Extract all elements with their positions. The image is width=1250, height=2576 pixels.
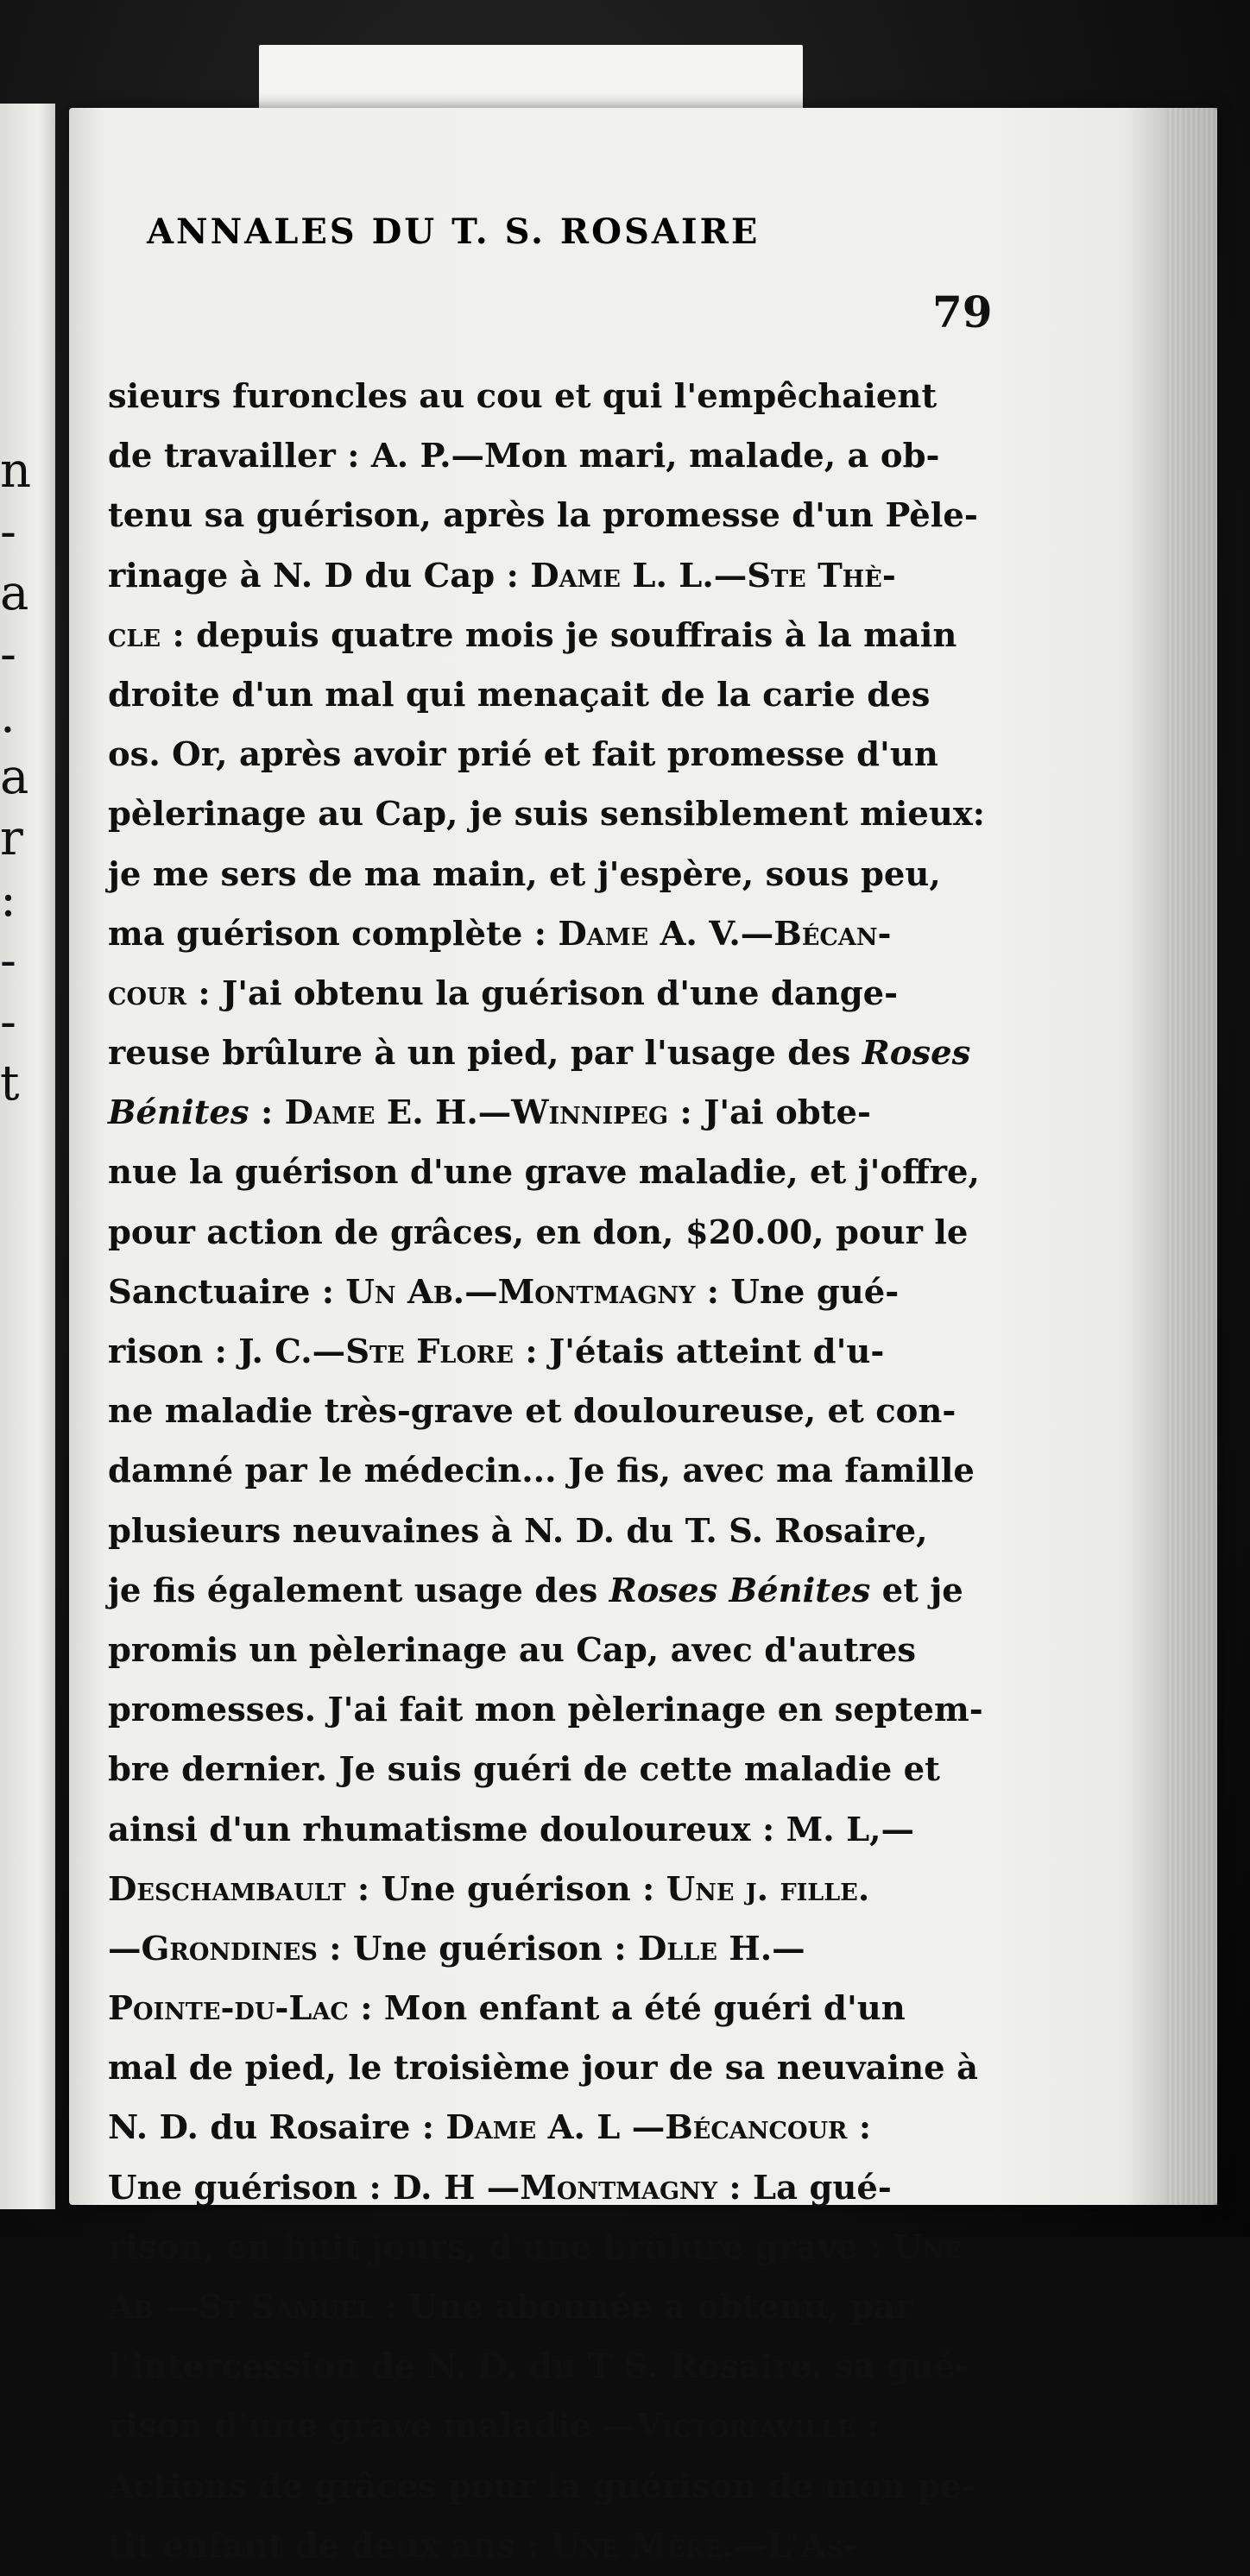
- text-line: [108, 1979, 1040, 2038]
- text-line: [108, 1203, 1040, 1263]
- text-run: :: [847, 2108, 872, 2148]
- text-line: [108, 606, 1040, 665]
- text-run: : depuis quatre mois je souffrais à la main: [161, 615, 957, 655]
- text-run: promesses. J'ai fait mon pèlerinage en septem-: [108, 1691, 983, 1730]
- text-run: tenu sa guérison, après la promesse d'un Pèle-: [108, 496, 978, 536]
- text-run: rison : J. C.—: [108, 1332, 346, 1371]
- text-run: Dame A. L —Bécancour: [445, 2108, 848, 2148]
- text-run: : Une abonnée a obtenu, par: [373, 2288, 913, 2327]
- text-run: pour action de grâces, en don, $20.00, pour le: [108, 1212, 969, 1252]
- text-line: [108, 426, 1040, 486]
- text-line: [108, 2158, 1040, 2218]
- text-line: [108, 964, 1040, 1023]
- text-run: rison, en huit jours, d'une brûlure grave :: [108, 2227, 893, 2267]
- text-run: : Une guérison :: [317, 1929, 638, 1968]
- text-run: je me sers de ma main, et j'espère, sous peu,: [108, 854, 941, 894]
- facing-page-fragment: a: [0, 565, 29, 621]
- text-run: Montmagny: [520, 2168, 718, 2208]
- text-run: et je: [870, 1571, 963, 1610]
- page-stack-edge: [1165, 108, 1217, 2205]
- body-text: [108, 367, 1040, 2576]
- text-line: [108, 784, 1040, 844]
- text-run: Sanctuaire :: [108, 1272, 346, 1312]
- facing-page-fragment: :: [0, 872, 16, 928]
- text-run: sieurs furoncles au cou et qui l'empêchaient: [108, 377, 938, 416]
- text-run: Roses Bénites: [609, 1571, 871, 1610]
- text-line: [108, 2038, 1040, 2098]
- text-line: [108, 1502, 1040, 1561]
- text-run: : Une guérison :: [345, 1869, 666, 1909]
- text-line: [108, 845, 1040, 904]
- text-run: Une guérison : D. H —: [108, 2168, 521, 2208]
- text-run: Dame A. V.—Bécan-: [558, 914, 892, 954]
- text-line: [108, 1919, 1040, 1979]
- text-line: [108, 1263, 1040, 1322]
- text-run: : J'ai obte-: [668, 1093, 871, 1133]
- text-run: ne maladie très-grave et douloureuse, et con-: [108, 1392, 956, 1432]
- text-run: cle: [108, 615, 161, 655]
- text-run: rinage à N. D du Cap :: [108, 556, 531, 595]
- text-run: Grondines: [141, 1929, 318, 1968]
- text-line: [108, 1441, 1040, 1501]
- text-line: [108, 1860, 1040, 1919]
- text-run: ma guérison complète :: [108, 914, 559, 954]
- text-run: :: [855, 2407, 880, 2447]
- text-run: : J'ai obtenu la guérison d'une dange-: [186, 973, 899, 1013]
- text-run: Dame E. H.—Winnipeg: [284, 1093, 669, 1133]
- text-line: [108, 367, 1040, 426]
- text-run: ainsi d'un rhumatisme douloureux : M. L,—: [108, 1810, 915, 1849]
- text-run: je fis également usage des: [108, 1571, 609, 1610]
- text-line: [108, 725, 1040, 784]
- text-run: reuse brûlure à un pied, par l'usage des: [108, 1034, 862, 1074]
- text-run: Une: [893, 2227, 962, 2267]
- text-line: [108, 2218, 1040, 2277]
- text-run: Deschambault: [108, 1869, 346, 1909]
- text-run: Ste Flore: [345, 1332, 514, 1371]
- text-line: [108, 904, 1040, 964]
- text-run: Une Mère.—L'As-: [550, 2526, 857, 2566]
- text-run: Actions de grâces pour la guérison de mon pe-: [108, 2466, 975, 2506]
- facing-page-fragment: -: [0, 504, 16, 560]
- text-run: Dlle H.—: [638, 1929, 805, 1968]
- text-run: os. Or, après avoir prié et fait promesse d'un: [108, 735, 938, 775]
- facing-page-fragment: n: [0, 443, 32, 499]
- text-line: [108, 1322, 1040, 1382]
- text-run: Bénites: [108, 1093, 249, 1133]
- text-line: [108, 1083, 1040, 1143]
- running-title: ANNALES DU T. S. ROSAIRE: [147, 211, 761, 252]
- text-run: N. D. du Rosaire :: [108, 2108, 446, 2148]
- facing-page-fragment: -: [0, 627, 16, 683]
- facing-page-fragment: -: [0, 994, 16, 1050]
- text-run: Roses: [862, 1034, 971, 1074]
- facing-page-fragments: [0, 440, 35, 1114]
- text-run: droite d'un mal qui menaçait de la carie des: [108, 675, 931, 715]
- facing-page-fragment: t: [0, 1055, 20, 1112]
- text-run: : J'étais atteint d'u-: [513, 1332, 885, 1371]
- facing-page-fragment: .: [0, 688, 16, 744]
- text-run: rison d'une grave maladie —: [108, 2407, 636, 2447]
- text-line: [108, 2457, 1040, 2516]
- text-line: [108, 486, 1040, 545]
- text-run: promis un pèlerinage au Cap, avec d'autres: [108, 1630, 917, 1670]
- text-line: [108, 2516, 1040, 2576]
- text-line: [108, 1680, 1040, 1740]
- text-line: [108, 1561, 1040, 1621]
- text-line: [108, 2277, 1040, 2337]
- text-run: Une j. fille.: [666, 1869, 870, 1909]
- text-line: [108, 665, 1040, 725]
- text-run: :: [249, 1093, 285, 1133]
- text-run: pèlerinage au Cap, je suis sensiblement mieux:: [108, 795, 985, 835]
- text-run: Victoriaville: [635, 2407, 855, 2447]
- text-run: Ab —St Samuel: [108, 2288, 374, 2327]
- text-run: nue la guérison d'une grave maladie, et j'offre,: [108, 1153, 980, 1193]
- text-line: [108, 1023, 1040, 1083]
- text-run: : Mon enfant a été guéri d'un: [348, 1989, 906, 2029]
- text-run: mal de pied, le troisième jour de sa neuvaine à: [108, 2049, 979, 2088]
- text-line: [108, 546, 1040, 606]
- text-run: bre dernier. Je suis guéri de cette maladie et: [108, 1750, 940, 1790]
- text-line: [108, 2396, 1040, 2456]
- text-line: [108, 1621, 1040, 1680]
- text-line: [108, 1740, 1040, 1799]
- text-line: [108, 1382, 1040, 1441]
- text-run: de travailler : A. P.—Mon mari, malade, a ob-: [108, 437, 940, 476]
- text-run: Pointe-du-Lac: [108, 1989, 349, 2029]
- facing-page-edge: [0, 104, 55, 2209]
- text-run: : Une gué-: [695, 1272, 900, 1312]
- facing-page-fragment: r: [0, 810, 23, 866]
- book-page: [69, 108, 1217, 2566]
- text-line: [108, 2098, 1040, 2157]
- text-run: cour: [108, 973, 186, 1013]
- text-line: [108, 1143, 1040, 1202]
- text-run: Un Ab.—Montmagny: [345, 1272, 696, 1312]
- text-run: damné par le médecin... Je fis, avec ma famille: [108, 1452, 975, 1491]
- text-run: plusieurs neuvaines à N. D. du T. S. Rosaire,: [108, 1511, 928, 1551]
- text-run: —: [108, 1929, 142, 1968]
- facing-page-fragment: a: [0, 749, 29, 805]
- page-number: 79: [932, 287, 993, 337]
- text-run: : La gué-: [717, 2168, 892, 2208]
- text-run: Dame L. L.—Ste Thè-: [530, 556, 896, 595]
- facing-page-fragment: -: [0, 933, 16, 989]
- text-run: tit enfant de deux ans :: [108, 2526, 551, 2566]
- text-line: [108, 2337, 1040, 2396]
- text-line: [108, 1800, 1040, 1860]
- text-run: l'intercession de N. D. du T S. Rosaire. sa gué-: [108, 2347, 969, 2387]
